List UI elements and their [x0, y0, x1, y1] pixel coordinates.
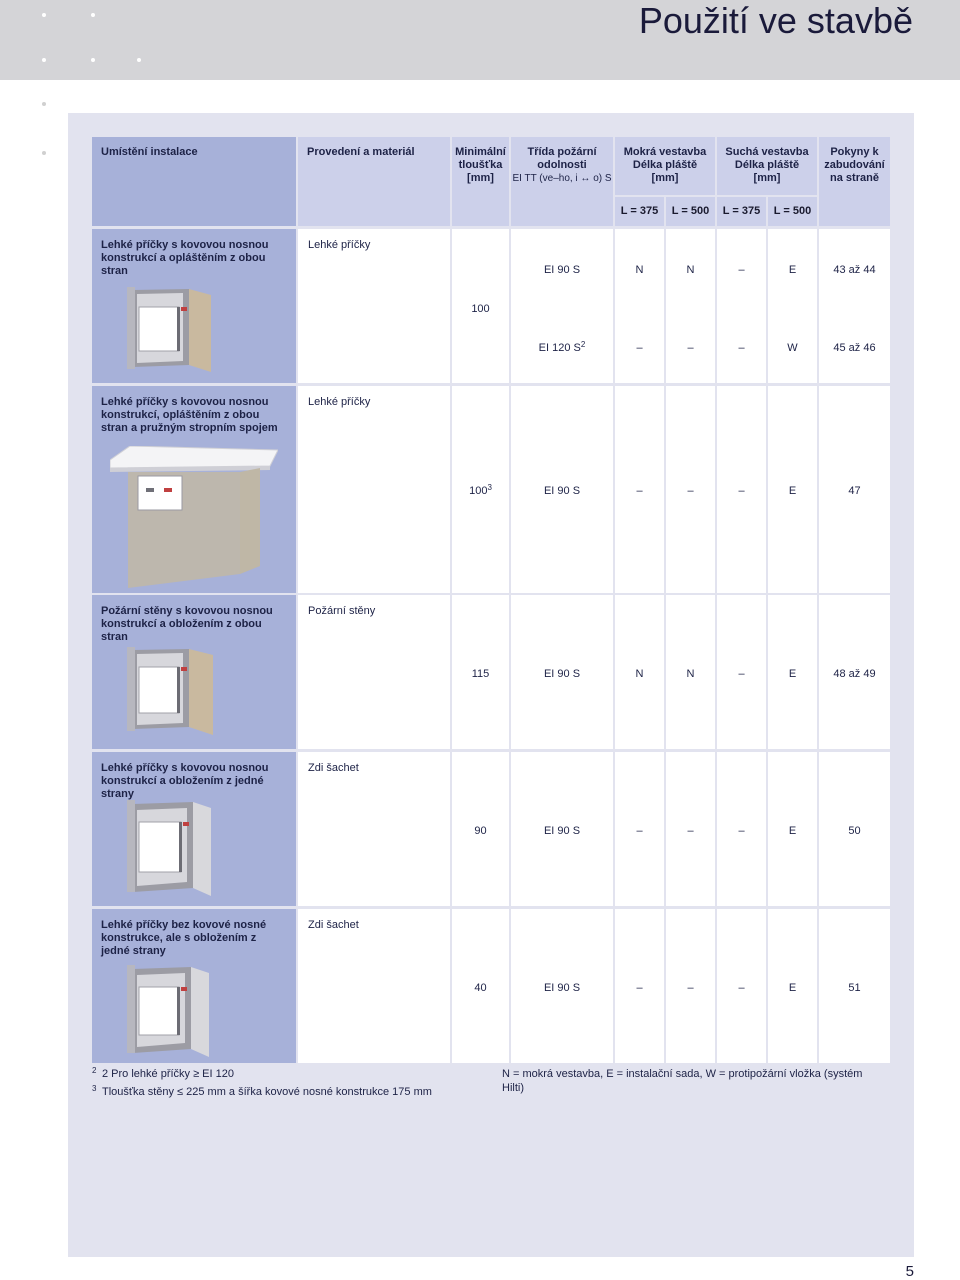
legend: N = mokrá vestavba, E = instalační sada, W = protipožární vložka (systém Hilti): [502, 1068, 863, 1094]
row1-wet375-cell: [615, 229, 664, 383]
subheader-wet-500: L = 500: [666, 197, 715, 226]
fire-wall-section-icon: [127, 645, 219, 735]
row2-class: EI 90 S: [543, 485, 581, 497]
decor-dot: [42, 151, 46, 155]
row1a-page: 43 až 44: [833, 264, 876, 276]
row2-wet375: –: [636, 485, 643, 497]
row1-class-cell: [511, 229, 613, 383]
row3-design: [298, 595, 450, 749]
decor-dot: [91, 58, 95, 62]
decor-dot: [42, 58, 46, 62]
row1-dry375-cell: [717, 229, 766, 383]
row1-wet500-cell: [666, 229, 715, 383]
row3-wet500: N: [686, 668, 695, 680]
subheader-wet-375: L = 375: [615, 197, 664, 226]
row1-thickness: 100: [471, 303, 490, 315]
row3-location-label: Požární stěny s kovovou nosnou konstrukcí a obložením z obou stran: [101, 605, 273, 643]
row4-page: 50: [848, 825, 861, 837]
row2-design-label: Lehké příčky: [308, 396, 371, 408]
header-location: [92, 137, 296, 226]
row2-design: [298, 386, 450, 593]
row3-dry500: E: [788, 668, 797, 680]
header-notes-line: Pokyny k: [830, 146, 879, 158]
row5-design: [298, 909, 450, 1063]
header-fire-class-line: odolnosti: [537, 159, 587, 171]
row3-design-label: Požární stěny: [308, 605, 376, 617]
header-dry-line: [mm]: [753, 172, 781, 184]
row3-dry375: –: [738, 668, 745, 680]
decor-dot: [137, 58, 141, 62]
header-thickness-line: Minimální: [455, 146, 506, 158]
row1b-dry500: W: [787, 342, 798, 354]
row3-wet375: N: [635, 668, 644, 680]
row2-page: 47: [848, 485, 861, 497]
header-notes-line: na straně: [830, 172, 879, 184]
row5-design-label: Zdi šachet: [308, 919, 359, 931]
row5-class: EI 90 S: [543, 982, 581, 994]
top-banner: [0, 0, 960, 80]
header-wet-line: Délka pláště: [632, 159, 698, 171]
row1-dry500-cell: [768, 229, 817, 383]
header-thickness: [452, 137, 509, 226]
row2-thickness: [452, 485, 509, 497]
footnote-3-mark: [92, 1084, 96, 1098]
row4-dry500: E: [788, 825, 797, 837]
row1b-class-sup: 2: [580, 340, 586, 349]
row1a-dry500: E: [788, 264, 797, 276]
row1b-wet500: –: [687, 342, 694, 354]
subheader-dry-500: L = 500: [768, 197, 817, 226]
decor-dot: [42, 102, 46, 106]
row1b-class-text: EI 120 S: [538, 342, 581, 354]
decor-dot: [42, 13, 46, 17]
header-design-label: Provedení a materiál: [307, 146, 415, 158]
page-title: Použití ve stavbě: [638, 0, 913, 41]
row4-wet500: –: [687, 825, 694, 837]
header-dry: [717, 137, 817, 195]
footnote-3-sup: 3: [92, 1084, 97, 1093]
row5-location-label: Lehké příčky bez kovové nosné konstrukce, ale s obložením z jedné strany: [101, 919, 267, 957]
row3-thickness: 115: [471, 668, 490, 680]
row1-design-label: Lehké příčky: [308, 239, 371, 251]
shaft-wall-section-icon: [127, 800, 215, 896]
row5-wet500: –: [687, 982, 694, 994]
header-dry-line: Délka pláště: [734, 159, 800, 171]
footnote-2-mark: [92, 1066, 96, 1080]
row2-dry375: –: [738, 485, 745, 497]
row1-location-label: Lehké příčky s kovovou nosnou konstrukcí a opláštěním z obou stran: [101, 239, 269, 277]
row4-thickness: 90: [474, 825, 487, 837]
row5-dry500: E: [788, 982, 797, 994]
footnote-2-sup: 2: [92, 1066, 97, 1075]
decor-dot: [91, 13, 95, 17]
row1a-class: EI 90 S: [543, 264, 581, 276]
header-notes-line: zabudování: [824, 159, 885, 171]
row4-design-label: Zdi šachet: [308, 762, 359, 774]
footnote-3: Tloušťka stěny ≤ 225 mm a šířka kovové nosné konstrukce 175 mm: [102, 1086, 432, 1098]
header-fire-class: [511, 137, 613, 226]
row3-page: 48 až 49: [833, 668, 876, 680]
wall-ceiling-joint-icon: [110, 446, 278, 588]
footnote-2: 2 Pro lehké příčky ≥ EI 120: [102, 1068, 234, 1080]
header-fire-class-line: Třída požární: [527, 146, 597, 158]
row5-dry375: –: [738, 982, 745, 994]
header-wet-line: Mokrá vestavba: [623, 146, 707, 158]
wall-section-icon: [127, 285, 217, 372]
header-design: [298, 137, 450, 226]
header-wet-line: [mm]: [651, 172, 679, 184]
row2-location-label: Lehké příčky s kovovou nosnou konstrukcí, opláštěním z obou stran a pružným stropním spojem: [101, 396, 278, 434]
header-wet: [615, 137, 715, 195]
row3-class: EI 90 S: [543, 668, 581, 680]
row5-thickness: 40: [474, 982, 487, 994]
header-fire-class-line: EI TT (ve–ho, i ↔ o) S: [512, 173, 612, 184]
row4-location-label: Lehké příčky s kovovou nosnou konstrukcí a obložením z jedné strany: [101, 762, 269, 800]
page-number: 5: [905, 1263, 914, 1280]
row2-wet500: –: [687, 485, 694, 497]
row2-thickness-sup: 3: [487, 483, 492, 492]
row4-class: EI 90 S: [543, 825, 581, 837]
row1a-wet375: N: [635, 264, 644, 276]
row1b-wet375: –: [636, 342, 643, 354]
row1b-page: 45 až 46: [833, 342, 876, 354]
header-thickness-line: [mm]: [467, 172, 494, 184]
row1-design: [298, 229, 450, 383]
row4-wet375: –: [636, 825, 643, 837]
row5-page: 51: [848, 982, 861, 994]
row4-dry375: –: [738, 825, 745, 837]
shaft-wall-no-frame-icon: [127, 965, 213, 1057]
row1a-dry375: –: [738, 264, 745, 276]
row1b-dry375: –: [738, 342, 745, 354]
header-location-label: Umístění instalace: [101, 146, 198, 158]
row5-wet375: –: [636, 982, 643, 994]
row2-dry500: E: [788, 485, 797, 497]
subheader-dry-375: L = 375: [717, 197, 766, 226]
row4-design: [298, 752, 450, 906]
header-notes: [819, 137, 890, 226]
row2-thickness-text: 100: [469, 485, 488, 497]
header-thickness-line: tloušťka: [458, 159, 503, 171]
row1a-wet500: N: [686, 264, 695, 276]
header-dry-line: Suchá vestavba: [725, 146, 809, 158]
row1-page-cell: [819, 229, 890, 383]
row1b-class: [511, 342, 613, 354]
